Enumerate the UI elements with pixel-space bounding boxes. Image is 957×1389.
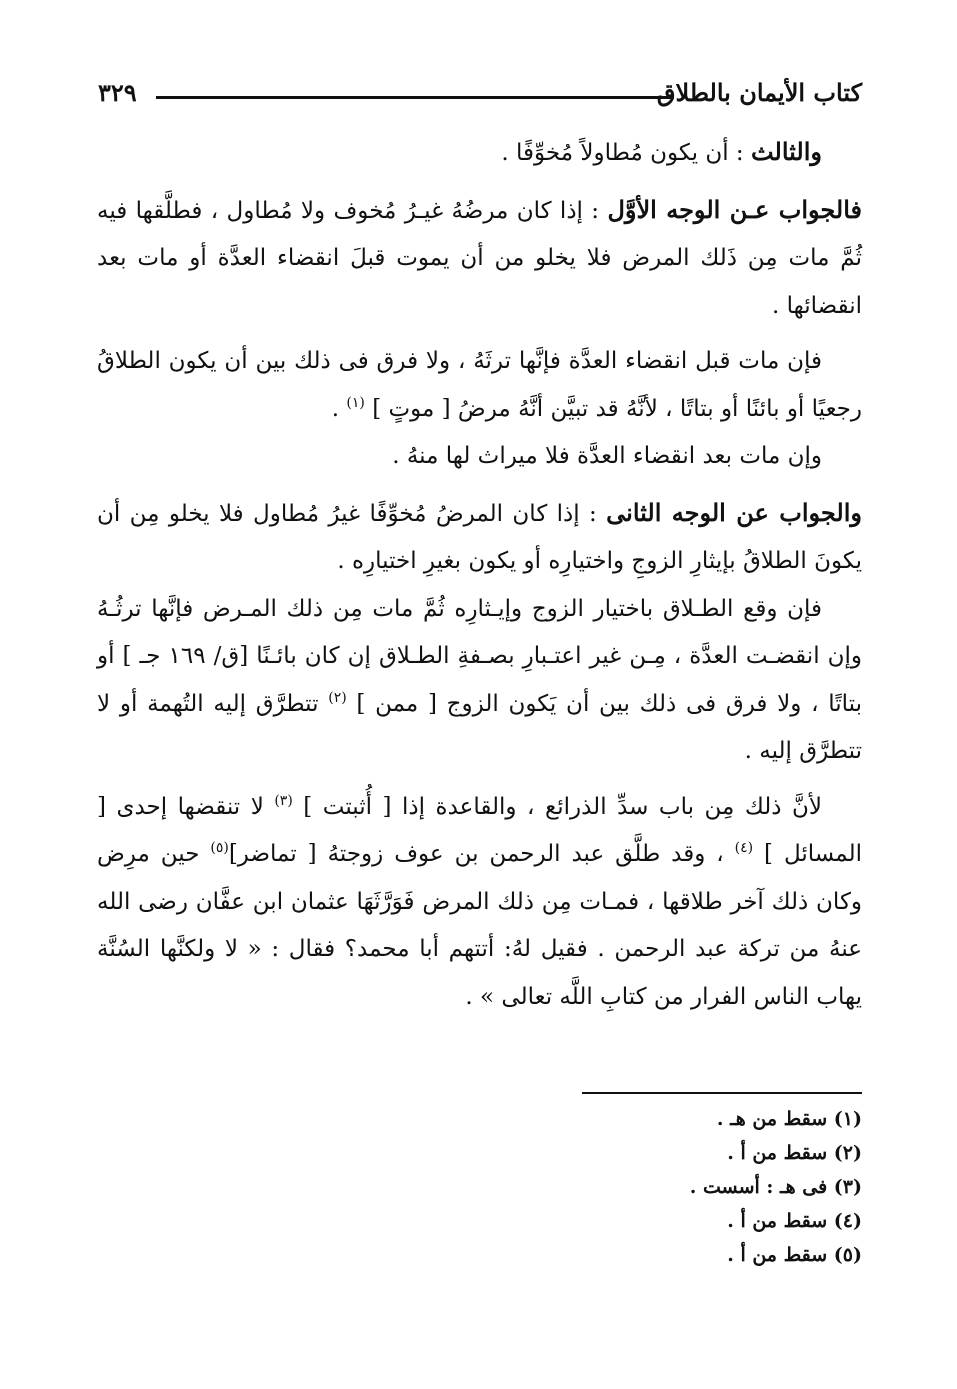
paragraph-text: وإن مات بعد انقضاء العدَّة فلا ميراث لها منهُ . [392, 443, 822, 469]
paragraph-text: : إذا كان المرضُ مُخوِّفًا غيرُ مُطاول فلا يخلو مِن أن يكونَ الطلاقُ بإيثارِ الزوجِ واختيارِه أو يكون بغيرِ اختيارِه . [97, 500, 862, 574]
main-text [97, 128, 862, 1021]
paragraph-text: : إذا كان مرضُهُ غيـرُ مُخوف ولا مُطاول ، فطلَّقها فيه ثُمَّ مات مِن ذَلك المرض فلا يخلو من أن يموت قبلَ انقضاء العدَّة أو مات بعد انقضائها . [97, 197, 862, 319]
paragraph-lead: فالجواب عـن الوجه الأوَّل [607, 194, 862, 224]
footnote-4: (٤) سقط من أ . [727, 1210, 862, 1232]
footnote-1: (١) سقط من هـ . [716, 1108, 862, 1130]
footnotes [462, 1102, 862, 1272]
footnote-ref-3[interactable]: (٣) [274, 792, 293, 809]
footnote-separator [582, 1092, 862, 1094]
book-title: كتاب الأيمان بالطلاق [656, 78, 862, 107]
paragraph-text: لا تنقضها إحدى [ المسائل ] [97, 793, 863, 867]
footnote-ref-5[interactable]: (٥) [210, 840, 229, 856]
paragraph-husband-choice [97, 586, 862, 776]
paragraph-death-before-iddah [97, 338, 862, 433]
paragraph-answer-second [97, 489, 862, 586]
paragraph-third-case [97, 128, 862, 178]
footnote-ref-2[interactable]: (٢) [328, 689, 347, 706]
footnote-5: (٥) سقط من أ . [727, 1244, 862, 1266]
footnote-ref-4[interactable]: (٤) [734, 840, 754, 856]
paragraph-text: حين مرِض وكان ذلك آخر طلاقها ، فمـات مِن ذلك المرض فَوَرَّثَهَا عثمان ابن عفَّان رضى الله عنهُ من تركة عبد الرحمن . فقيل لهُ: أتتهم أبا محمد؟ فقال : « لا ولكنَّها السُنَّة يهاب الناس الفرار من كتابِ اللَّه تعالى » . [97, 841, 862, 1010]
paragraph-text: فإن وقع الطـلاق باختيار الزوج وإيـثارِه ثُمَّ مات مِن ذلك المـرض فإنَّها ترثُـهُ وإن انقضـت العدَّة ، مِـن غير اعتـبارِ بصـفةِ الطـلاق إن كان بائـنًا [ق/ ١٦٩ جـ ] أو بتاتًا ، ولا فرق فى ذلك بين أن يَكون الزوج [ ممن ] [97, 595, 863, 717]
page-number: ٣٢٩ [98, 78, 137, 107]
header-rule [156, 96, 674, 99]
paragraph-lead: والجواب عن الوجه الثانى [606, 497, 862, 527]
paragraph-text: لأنَّ ذلك مِن باب سدِّ الذرائع ، والقاعدة إذا [ أُثبتت ] [292, 793, 822, 820]
paragraph-text: فإن مات قبل انقضاء العدَّة فإنَّها ترثَهُ ، ولا فرق فى ذلك بين أن يكون الطلاقُ رجعيًا أو بائنًا أو بتاتًا ، لأنَّهُ قد تبيَّن أنَّهُ مرضُ [ موتٍ ] [97, 348, 862, 422]
paragraph-text: : أن يكون مُطاولاً مُخوِّفًا . [501, 140, 751, 166]
paragraph-text-end: . [331, 395, 347, 422]
paragraph-answer-first [97, 186, 862, 331]
footnote-3: (٣) فى هـ : أسست . [689, 1176, 862, 1198]
paragraph-text-end: تتطرَّق إليه التُهمة أو لا تتطرَّق إليه . [97, 690, 862, 764]
footnote-2: (٢) سقط من أ . [727, 1142, 862, 1164]
paragraph-death-after-iddah [97, 433, 862, 481]
paragraph-text: ، وقد طلَّق عبد الرحمن بن عوف زوجتهُ [ تماضر] [228, 841, 735, 867]
paragraph-blocking-means [97, 784, 862, 1022]
running-header [98, 72, 862, 112]
footnote-ref-1[interactable]: (١) [346, 394, 365, 411]
paragraph-lead: والثالث [750, 137, 822, 166]
